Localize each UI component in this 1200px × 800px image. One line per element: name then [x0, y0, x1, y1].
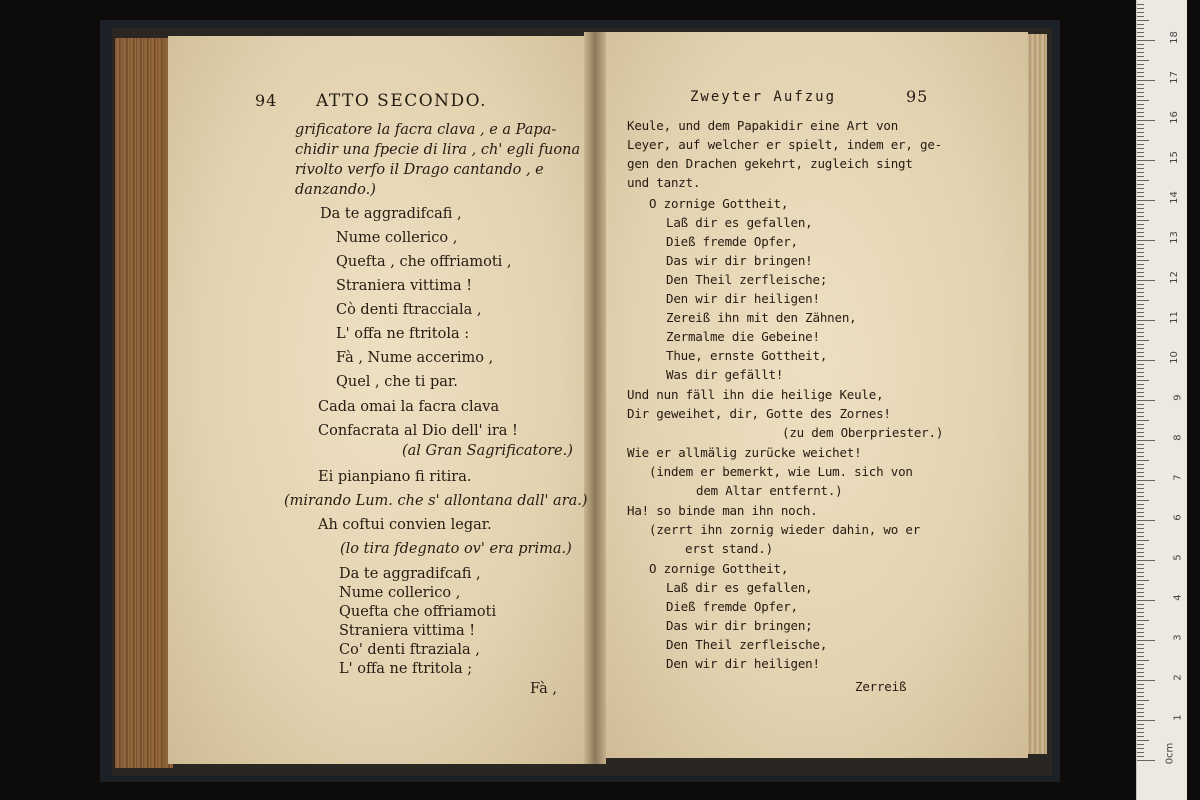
ruler-tick	[1137, 428, 1144, 429]
right-line-19: (indem er bemerkt, wie Lum. sich von	[649, 464, 913, 479]
ruler-tick	[1137, 252, 1144, 253]
ruler-tick	[1137, 188, 1144, 189]
left-line-12: Quel , che ti par.	[336, 374, 458, 390]
ruler-tick	[1137, 664, 1144, 665]
ruler-label-3: 3	[1172, 634, 1184, 641]
ruler-tick	[1137, 448, 1144, 449]
ruler-tick	[1137, 540, 1149, 541]
measuring-ruler	[1136, 0, 1187, 800]
ruler-tick	[1137, 760, 1155, 761]
right-line-20: dem Altar entfernt.)	[696, 483, 843, 498]
ruler-tick	[1137, 568, 1144, 569]
ruler-label-9: 9	[1172, 394, 1184, 401]
ruler-tick	[1137, 384, 1144, 385]
ruler-tick	[1137, 100, 1149, 101]
left-line-19: (lo tira fdegnato ov' era prima.)	[340, 541, 572, 557]
ruler-tick	[1137, 612, 1144, 613]
ruler-tick	[1137, 504, 1144, 505]
ruler-tick	[1137, 316, 1144, 317]
ruler-tick	[1137, 744, 1144, 745]
ruler-tick	[1137, 604, 1144, 605]
ruler-tick	[1137, 336, 1144, 337]
left-line-18: Ah coftui convien legar.	[318, 517, 492, 533]
ruler-tick	[1137, 420, 1149, 421]
ruler-tick	[1137, 536, 1144, 537]
left-line-4: danzando.)	[295, 182, 376, 198]
ruler-tick	[1137, 36, 1144, 37]
ruler-tick	[1137, 692, 1144, 693]
ruler-tick	[1137, 24, 1144, 25]
ruler-tick	[1137, 388, 1144, 389]
ruler-tick	[1137, 740, 1149, 741]
ruler-tick	[1137, 148, 1144, 149]
ruler-tick	[1137, 624, 1144, 625]
ruler-label-16: 16	[1169, 111, 1181, 124]
ruler-tick	[1137, 312, 1144, 313]
ruler-tick	[1137, 192, 1144, 193]
ruler-label-0: 0cm	[1164, 742, 1176, 765]
ruler-tick	[1137, 472, 1144, 473]
ruler-tick	[1137, 40, 1155, 41]
ruler-tick	[1137, 564, 1144, 565]
right-line-8: Das wir dir bringen!	[666, 253, 813, 268]
ruler-tick	[1137, 304, 1144, 305]
ruler-tick	[1137, 248, 1144, 249]
left-line-22: Quefta che offriamoti	[339, 604, 497, 620]
right-line-23: erst stand.)	[685, 541, 773, 556]
right-line-4: und tanzt.	[627, 175, 701, 190]
ruler-tick	[1137, 104, 1144, 105]
ruler-tick	[1137, 84, 1144, 85]
ruler-tick	[1137, 500, 1149, 501]
ruler-tick	[1137, 404, 1144, 405]
ruler-tick	[1137, 556, 1144, 557]
ruler-tick	[1137, 532, 1144, 533]
ruler-label-2: 2	[1172, 674, 1184, 681]
ruler-tick	[1137, 216, 1144, 217]
ruler-tick	[1137, 96, 1144, 97]
ruler-label-13: 13	[1169, 231, 1181, 244]
right-line-28: Den Theil zerfleische,	[666, 637, 828, 652]
ruler-tick	[1137, 128, 1144, 129]
ruler-tick	[1137, 372, 1144, 373]
right-line-6: Laß dir es gefallen,	[666, 215, 813, 230]
ruler-label-7: 7	[1172, 474, 1184, 481]
left-line-13: Cada omai la facra clava	[318, 399, 500, 415]
ruler-tick	[1137, 728, 1144, 729]
ruler-tick	[1137, 408, 1144, 409]
ruler-tick	[1137, 600, 1155, 601]
ruler-label-8: 8	[1172, 434, 1184, 441]
ruler-tick	[1137, 496, 1144, 497]
right-line-22: (zerrt ihn zornig wieder dahin, wo er	[649, 522, 921, 537]
ruler-tick	[1137, 64, 1144, 65]
left-line-9: Cò denti ftracciala ,	[336, 302, 482, 318]
ruler-label-4: 4	[1172, 594, 1184, 601]
ruler-tick	[1137, 152, 1144, 153]
ruler-tick	[1137, 512, 1144, 513]
ruler-label-5: 5	[1172, 554, 1184, 561]
ruler-tick	[1137, 140, 1149, 141]
left-line-5: Da te aggradifcafi ,	[320, 206, 462, 222]
ruler-tick	[1137, 368, 1144, 369]
ruler-tick	[1137, 508, 1144, 509]
ruler-tick	[1137, 616, 1144, 617]
ruler-tick	[1137, 716, 1144, 717]
ruler-tick	[1137, 4, 1144, 5]
ruler-tick	[1137, 196, 1144, 197]
ruler-tick	[1137, 720, 1155, 721]
ruler-tick	[1137, 328, 1144, 329]
ruler-tick	[1137, 240, 1155, 241]
ruler-tick	[1137, 20, 1149, 21]
ruler-tick	[1137, 200, 1155, 201]
ruler-tick	[1137, 132, 1144, 133]
ruler-tick	[1137, 452, 1144, 453]
ruler-tick	[1137, 44, 1144, 45]
ruler-tick	[1137, 584, 1144, 585]
ruler-tick	[1137, 560, 1155, 561]
ruler-tick	[1137, 124, 1144, 125]
ruler-tick	[1137, 492, 1144, 493]
ruler-tick	[1137, 732, 1144, 733]
ruler-tick	[1137, 644, 1144, 645]
ruler-tick	[1137, 436, 1144, 437]
ruler-label-6: 6	[1172, 514, 1184, 521]
ruler-tick	[1137, 680, 1155, 681]
ruler-tick	[1137, 256, 1144, 257]
ruler-tick	[1137, 156, 1144, 157]
left-line-25: L' offa ne ftritola ;	[339, 661, 473, 677]
ruler-tick	[1137, 344, 1144, 345]
ruler-tick	[1137, 224, 1144, 225]
ruler-tick	[1137, 204, 1144, 205]
ruler-tick	[1137, 52, 1144, 53]
right-line-21: Ha! so binde man ihn noch.	[627, 503, 818, 518]
ruler-label-12: 12	[1169, 271, 1181, 284]
ruler-tick	[1137, 296, 1144, 297]
right-line-7: Dieß fremde Opfer,	[666, 234, 798, 249]
ruler-tick	[1137, 480, 1155, 481]
ruler-tick	[1137, 264, 1144, 265]
ruler-tick	[1137, 324, 1144, 325]
ruler-tick	[1137, 228, 1144, 229]
ruler-tick	[1137, 340, 1149, 341]
ruler-tick	[1137, 180, 1149, 181]
ruler-label-14: 14	[1169, 191, 1181, 204]
ruler-tick	[1137, 476, 1144, 477]
ruler-tick	[1137, 236, 1144, 237]
ruler-tick	[1137, 168, 1144, 169]
ruler-tick	[1137, 172, 1144, 173]
ruler-tick	[1137, 432, 1144, 433]
ruler-label-15: 15	[1169, 151, 1181, 164]
right-line-1: Keule, und dem Papakidir eine Art von	[627, 118, 899, 133]
ruler-tick	[1137, 348, 1144, 349]
left-page-header: ATTO SECONDO.	[316, 91, 488, 111]
ruler-tick	[1137, 440, 1155, 441]
right-line-17: (zu dem Oberpriester.)	[782, 425, 944, 440]
ruler-tick	[1137, 688, 1144, 689]
ruler-tick	[1137, 576, 1144, 577]
ruler-tick	[1137, 580, 1149, 581]
ruler-tick	[1137, 48, 1144, 49]
ruler-tick	[1137, 164, 1144, 165]
right-line-29: Den wir dir heiligen!	[666, 656, 820, 671]
right-catchword: Zerreiß	[855, 679, 907, 694]
ruler-tick	[1137, 160, 1155, 161]
ruler-tick	[1137, 756, 1144, 757]
ruler-label-1: 1	[1172, 714, 1184, 721]
ruler-tick	[1137, 696, 1144, 697]
ruler-tick	[1137, 356, 1144, 357]
ruler-tick	[1137, 444, 1144, 445]
right-line-18: Wie er allmälig zurücke weichet!	[627, 445, 862, 460]
ruler-tick	[1137, 528, 1144, 529]
ruler-tick	[1137, 12, 1144, 13]
right-page-edges	[1025, 34, 1047, 754]
left-line-15: (al Gran Sagrificatore.)	[402, 443, 573, 459]
ruler-tick	[1137, 280, 1155, 281]
ruler-tick	[1137, 320, 1155, 321]
ruler-tick	[1137, 588, 1144, 589]
ruler-tick	[1137, 88, 1144, 89]
ruler-tick	[1137, 136, 1144, 137]
ruler-tick	[1137, 724, 1144, 725]
ruler-tick	[1137, 244, 1144, 245]
right-line-13: Thue, ernste Gottheit,	[666, 348, 828, 363]
ruler-tick	[1137, 380, 1149, 381]
ruler-tick	[1137, 592, 1144, 593]
ruler-tick	[1137, 28, 1144, 29]
ruler-tick	[1137, 72, 1144, 73]
ruler-tick	[1137, 300, 1149, 301]
left-line-17: (mirando Lum. che s' allontana dall' ara.)	[284, 493, 588, 509]
ruler-tick	[1137, 184, 1144, 185]
left-line-21: Nume collerico ,	[339, 585, 461, 601]
ruler-tick	[1137, 412, 1144, 413]
ruler-tick	[1137, 464, 1144, 465]
ruler-tick	[1137, 484, 1144, 485]
right-line-10: Den wir dir heiligen!	[666, 291, 820, 306]
ruler-tick	[1137, 648, 1144, 649]
right-page-header: Zweyter Aufzug	[690, 89, 837, 105]
right-page-number: 95	[906, 87, 929, 106]
right-line-9: Den Theil zerfleische;	[666, 272, 828, 287]
ruler-tick	[1137, 396, 1144, 397]
right-line-24: O zornige Gottheit,	[649, 561, 789, 576]
ruler-tick	[1137, 292, 1144, 293]
ruler-tick	[1137, 284, 1144, 285]
ruler-tick	[1137, 8, 1144, 9]
ruler-tick	[1137, 660, 1149, 661]
right-line-5: O zornige Gottheit,	[649, 196, 789, 211]
ruler-tick	[1137, 232, 1144, 233]
right-line-2: Leyer, auf welcher er spielt, indem er, ge-	[627, 137, 943, 152]
ruler-tick	[1137, 712, 1144, 713]
left-line-10: L' offa ne ftritola :	[336, 326, 470, 342]
ruler-tick	[1137, 392, 1144, 393]
ruler-tick	[1137, 56, 1144, 57]
ruler-tick	[1137, 488, 1144, 489]
ruler-tick	[1137, 748, 1144, 749]
ruler-label-11: 11	[1169, 311, 1181, 324]
ruler-tick	[1137, 700, 1149, 701]
ruler-tick	[1137, 628, 1144, 629]
left-line-23: Straniera vittima !	[339, 623, 476, 639]
ruler-tick	[1137, 220, 1149, 221]
ruler-tick	[1137, 544, 1144, 545]
ruler-tick	[1137, 32, 1144, 33]
ruler-tick	[1137, 268, 1144, 269]
right-line-15: Und nun fäll ihn die heilige Keule,	[627, 387, 884, 402]
ruler-tick	[1137, 116, 1144, 117]
ruler-tick	[1137, 376, 1144, 377]
ruler-tick	[1137, 668, 1144, 669]
book-gutter	[584, 32, 606, 764]
ruler-tick	[1137, 640, 1155, 641]
ruler-tick	[1137, 456, 1144, 457]
right-line-16: Dir geweihet, dir, Gotte des Zornes!	[627, 406, 891, 421]
ruler-tick	[1137, 468, 1144, 469]
ruler-tick	[1137, 112, 1144, 113]
right-line-11: Zereiß ihn mit den Zähnen,	[666, 310, 857, 325]
ruler-tick	[1137, 68, 1144, 69]
ruler-tick	[1137, 676, 1144, 677]
left-line-8: Straniera vittima !	[336, 278, 473, 294]
ruler-tick	[1137, 144, 1144, 145]
ruler-tick	[1137, 608, 1144, 609]
left-line-11: Fà , Nume accerimo ,	[336, 350, 494, 366]
ruler-tick	[1137, 524, 1144, 525]
ruler-tick	[1137, 672, 1144, 673]
ruler-tick	[1137, 260, 1149, 261]
ruler-tick	[1137, 332, 1144, 333]
right-line-25: Laß dir es gefallen,	[666, 580, 813, 595]
ruler-tick	[1137, 208, 1144, 209]
right-line-3: gen den Drachen gekehrt, zugleich singt	[627, 156, 913, 171]
ruler-tick	[1137, 108, 1144, 109]
left-line-20: Da te aggradifcafi ,	[339, 566, 481, 582]
left-line-14: Confacrata al Dio dell' ira !	[318, 423, 518, 439]
left-line-3: rivolto verfo il Drago cantando , e	[295, 162, 544, 178]
ruler-tick	[1137, 736, 1144, 737]
left-page-number: 94	[255, 91, 278, 110]
left-line-1: grificatore la facra clava , e a Papa-	[295, 122, 557, 138]
ruler-tick	[1137, 460, 1149, 461]
right-line-14: Was dir gefällt!	[666, 367, 784, 382]
ruler-tick	[1137, 16, 1144, 17]
ruler-tick	[1137, 708, 1144, 709]
left-page-edges	[115, 38, 173, 768]
ruler-tick	[1137, 520, 1155, 521]
ruler-tick	[1137, 360, 1155, 361]
ruler-tick	[1137, 308, 1144, 309]
right-line-12: Zermalme die Gebeine!	[666, 329, 820, 344]
left-line-2: chidir una fpecie di lira , ch' egli fuona	[295, 142, 581, 158]
left-line-6: Nume collerico ,	[336, 230, 458, 246]
ruler-tick	[1137, 684, 1144, 685]
ruler-label-18: 18	[1169, 31, 1181, 44]
ruler-tick	[1137, 176, 1144, 177]
ruler-tick	[1137, 704, 1144, 705]
ruler-label-10: 10	[1169, 351, 1181, 364]
ruler-tick	[1137, 656, 1144, 657]
ruler-tick	[1137, 752, 1144, 753]
ruler-tick	[1137, 572, 1144, 573]
ruler-tick	[1137, 80, 1155, 81]
right-line-27: Das wir dir bringen;	[666, 618, 813, 633]
ruler-tick	[1137, 60, 1149, 61]
ruler-tick	[1137, 288, 1144, 289]
ruler-tick	[1137, 400, 1155, 401]
ruler-tick	[1137, 548, 1144, 549]
ruler-tick	[1137, 416, 1144, 417]
right-line-26: Dieß fremde Opfer,	[666, 599, 798, 614]
ruler-tick	[1137, 596, 1144, 597]
ruler-tick	[1137, 424, 1144, 425]
ruler-tick	[1137, 276, 1144, 277]
ruler-label-17: 17	[1169, 71, 1181, 84]
ruler-tick	[1137, 364, 1144, 365]
ruler-tick	[1137, 272, 1144, 273]
ruler-tick	[1137, 652, 1144, 653]
ruler-tick	[1137, 632, 1144, 633]
ruler-tick	[1137, 212, 1144, 213]
left-line-16: Ei pianpiano fi ritira.	[318, 469, 472, 485]
ruler-tick	[1137, 636, 1144, 637]
ruler-tick	[1137, 352, 1144, 353]
left-line-7: Quefta , che offriamoti ,	[336, 254, 512, 270]
ruler-tick	[1137, 92, 1144, 93]
left-catchword: Fà ,	[530, 681, 557, 697]
left-line-24: Co' denti ftraziala ,	[339, 642, 480, 658]
ruler-tick	[1137, 76, 1144, 77]
ruler-tick	[1137, 120, 1155, 121]
ruler-tick	[1137, 552, 1144, 553]
ruler-tick	[1137, 516, 1144, 517]
ruler-tick	[1137, 620, 1149, 621]
